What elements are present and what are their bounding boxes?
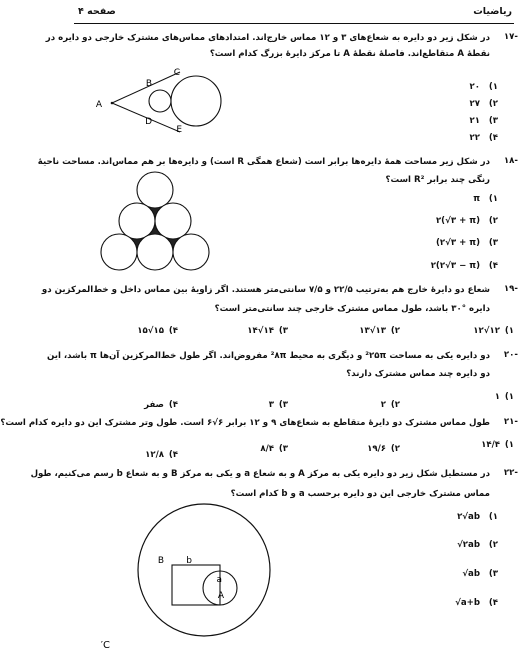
question-text: در شکل زیر دو دایره به شعاع‌های ۳ و ۱۲ مماس خارج‌اند. امتدادهای مماس‌های مشترک خارجی دو دایره در [45, 33, 490, 43]
option-text: √ab [462, 569, 480, 579]
tangent-circles-figure [95, 66, 230, 136]
point-a [111, 102, 114, 105]
label-a-point: A [217, 591, 224, 601]
option-text: ۱۵√۱۵ [137, 326, 164, 336]
option-number: ۳) [278, 444, 288, 454]
option-number: ۱) [488, 194, 498, 204]
question-text: مماس مشترک خارجی این دو دایره برحسب a و b کدام است؟ [230, 489, 490, 499]
circle-middle-right [155, 203, 191, 239]
option-number: ۴) [488, 598, 498, 608]
option-text: π [473, 194, 480, 204]
option-text: ۲۱ [469, 116, 480, 126]
label-a: A [95, 100, 102, 110]
question-number: -۲۲ [503, 468, 518, 478]
circle-bottom-left [101, 234, 137, 270]
option-number: ۱) [488, 512, 498, 522]
label-b: B [145, 79, 152, 89]
option-number: ۴) [488, 133, 498, 143]
page-number: صفحه ۴ [78, 6, 116, 17]
label-d: D [145, 117, 152, 127]
large-circle-b [138, 504, 270, 636]
option-text: ۲ [380, 400, 386, 410]
option-number: ۲) [390, 444, 400, 454]
header-divider [74, 23, 514, 24]
option-number: ۴) [168, 326, 178, 336]
option-number: ۳) [278, 400, 288, 410]
option-text: √۲ab [457, 540, 480, 550]
option-text: ۳ [268, 400, 274, 410]
option-text: (۲√۳ + π) [435, 238, 480, 248]
question-text: رنگی چند برابر R² است؟ [385, 175, 490, 185]
label-b-radius: b [186, 556, 192, 566]
option-number: ۱) [488, 82, 498, 92]
option-text: ۱۲√۱۲ [473, 326, 500, 336]
label-c-prime: C′ [100, 640, 110, 651]
label-e: E [176, 125, 182, 135]
option-text: ۲(√۳ + π) [435, 216, 480, 226]
option-text: ۲(۲√۳ − π) [430, 261, 480, 271]
option-number: ۴) [488, 261, 498, 271]
circle-bottom-center [137, 234, 173, 270]
option-number: ۲) [390, 400, 400, 410]
subject-title: ریاضیات [473, 6, 512, 17]
option-text: ۲۷ [469, 99, 480, 109]
option-number: ۴) [168, 400, 178, 410]
option-text: ۲۰ [469, 82, 480, 92]
question-number: -۱۷ [503, 32, 518, 42]
option-text: ۸/۴ [260, 444, 274, 454]
option-text: ۱ [494, 392, 500, 402]
question-number: -۲۱ [503, 417, 518, 427]
question-text: شعاع دو دایرهٔ خارج هم به‌ترتیب ۲۲/۵ و ۷/۵ سانتی‌متر هستند. اگر زاویهٔ بین مماس داخل و خط‌المرکزین دو [41, 285, 490, 295]
rectangle [172, 565, 220, 605]
small-circle [149, 90, 171, 112]
question-text: دو دایره چند مماس مشترک دارند؟ [346, 369, 490, 379]
six-circles-figure [100, 170, 210, 268]
rectangle-circles-figure [102, 500, 282, 660]
option-text: ۱۹/۶ [367, 444, 386, 454]
question-number: -۱۹ [503, 284, 518, 294]
option-number: ۳) [488, 116, 498, 126]
label-b-point: B [157, 556, 164, 566]
question-text: نقطهٔ A متقاطع‌اند. فاصلهٔ نقطهٔ A تا مرکز دایرهٔ بزرگ کدام است؟ [209, 49, 490, 59]
option-number: ۲) [488, 216, 498, 226]
option-text: صفر [144, 400, 164, 410]
question-text: در مستطیل شکل زیر دو دایره یکی به مرکز A و به شعاع a و یکی به مرکز B و به شعاع b رسم می‌کنیم، طول [30, 469, 490, 479]
question-text: دایره °۳۰ باشد، طول مماس مشترک خارجی چند سانتی‌متر است؟ [214, 304, 490, 314]
option-text: ۲۲ [469, 133, 480, 143]
option-text: ۱۳√۱۳ [359, 326, 386, 336]
option-text: ۲√ab [457, 512, 480, 522]
option-number: ۴) [168, 450, 178, 460]
option-text: ۱۴√۱۴ [247, 326, 274, 336]
option-text: ۱۲/۸ [145, 450, 164, 460]
option-number: ۳) [278, 326, 288, 336]
label-c: C [173, 68, 180, 78]
option-number: ۱) [504, 440, 514, 450]
option-number: ۳) [488, 569, 498, 579]
option-number: ۳) [488, 238, 498, 248]
option-number: ۲) [390, 326, 400, 336]
circle-middle-left [119, 203, 155, 239]
option-text: √a+b [455, 598, 480, 608]
circle-bottom-right [173, 234, 209, 270]
label-a-radius: a [216, 575, 222, 585]
option-number: ۲) [488, 540, 498, 550]
circle-top [137, 172, 173, 208]
question-text: طول مماس مشترک دو دایرهٔ متقاطع به شعاع‌های ۹ و ۱۲ برابر ۶√۶ است. طول وتر مشترک این دو دایره کدام است؟ [0, 418, 490, 428]
option-number: ۱) [504, 326, 514, 336]
question-text: در شکل زیر مساحت همهٔ دایره‌ها برابر است (شعاع همگی R است) و دایره‌ها بر هم مماس‌اند. مساحت ناحیهٔ [37, 157, 490, 167]
question-text: دو دایره یکی به مساحت ²۲۵π و دیگری به محیط ²۸π مفروض‌اند. اگر طول خط‌المرکزین آن‌ها π باشد، این [47, 351, 490, 361]
option-number: ۱) [504, 392, 514, 402]
question-number: -۲۰ [503, 350, 518, 360]
large-circle [171, 76, 221, 126]
option-text: ۱۴/۴ [481, 440, 500, 450]
option-number: ۲) [488, 99, 498, 109]
question-number: -۱۸ [503, 156, 518, 166]
